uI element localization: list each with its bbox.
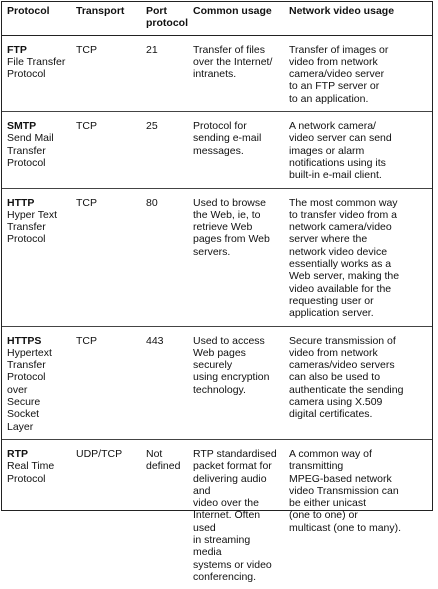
protocol-name: RTP (7, 447, 28, 460)
transport-cell: TCP (71, 326, 141, 439)
protocol-name: HTTP (7, 196, 35, 209)
port-cell: 80 (141, 188, 188, 326)
protocol-name: FTP (7, 43, 27, 56)
common-usage-cell: Transfer of files over the Internet/ intranets. (188, 35, 284, 111)
table-row-http (2, 188, 432, 326)
transport-cell: UDP/TCP (76, 447, 123, 460)
table-row-smtp (2, 112, 432, 188)
network-video-usage-cell: The most common way to transfer video from a network camera/video server where the network video device essentially works as a Web server, making the video available for the requesting user or application server. (284, 188, 432, 326)
protocol-cell (2, 35, 71, 111)
protocol-cell (2, 188, 71, 326)
network-video-usage-cell: A common way of transmitting MPEG-based network video Transmission can be either unicast (one to one) or multicast (one to many). (289, 447, 402, 534)
protocol-table-frame (1, 1, 433, 583)
port-cell: Not defined (146, 447, 181, 473)
network-video-usage-cell: Transfer of images or video from network camera/video server to an FTP server or to an application. (284, 35, 432, 111)
transport-cell: TCP (71, 188, 141, 326)
protocol-full-name: Send Mail Transfer Protocol (7, 132, 54, 169)
transport-cell: TCP (71, 112, 141, 188)
port-cell: 443 (141, 326, 188, 439)
protocol-cell (2, 326, 71, 439)
header-common-usage: Common usage (188, 2, 284, 35)
header-row (2, 2, 432, 35)
protocol-full-name: Hypertext Transfer Protocol over Secure Socket Layer (7, 346, 52, 433)
protocol-name: SMTP (7, 120, 37, 133)
protocol-full-name: Hyper Text Transfer Protocol (7, 208, 57, 246)
common-usage-cell: RTP standardised packet format for delivering audio and video over the Internet. Often used in streaming media systems or video conferencing. (193, 447, 277, 583)
port-cell: 21 (141, 35, 188, 111)
common-usage-cell: Protocol for sending e-mail messages. (188, 112, 284, 188)
network-video-usage-cell: A network camera/ video server can send images or alarm notifications using its built-in e-mail client. (284, 112, 432, 188)
header-port-protocol: Port protocol (141, 2, 188, 35)
transport-cell: TCP (71, 35, 141, 111)
protocol-name: HTTPS (7, 334, 42, 347)
protocol-table (2, 2, 432, 589)
common-usage-cell: Used to browse the Web, ie, to retrieve Web pages from Web servers. (188, 188, 284, 326)
table-row-ftp (2, 35, 432, 111)
common-usage-cell: Used to access Web pages securely using encryption technology. (188, 326, 284, 439)
protocol-cell (2, 112, 71, 188)
header-protocol: Protocol (2, 2, 71, 35)
network-video-usage-cell: Secure transmission of video from network cameras/video servers can also be used to authenticate the sending camera using X.509 digital certificates. (284, 326, 432, 439)
header-transport: Transport (71, 2, 141, 35)
protocol-full-name: Real Time Protocol (7, 460, 55, 485)
protocol-cell (2, 439, 71, 589)
table-row-https (2, 326, 432, 439)
protocol-full-name: File Transfer Protocol (7, 55, 66, 81)
table-row-rtp (2, 439, 432, 589)
header-network-video-usage: Network video usage (284, 2, 432, 35)
port-cell: 25 (141, 112, 188, 188)
